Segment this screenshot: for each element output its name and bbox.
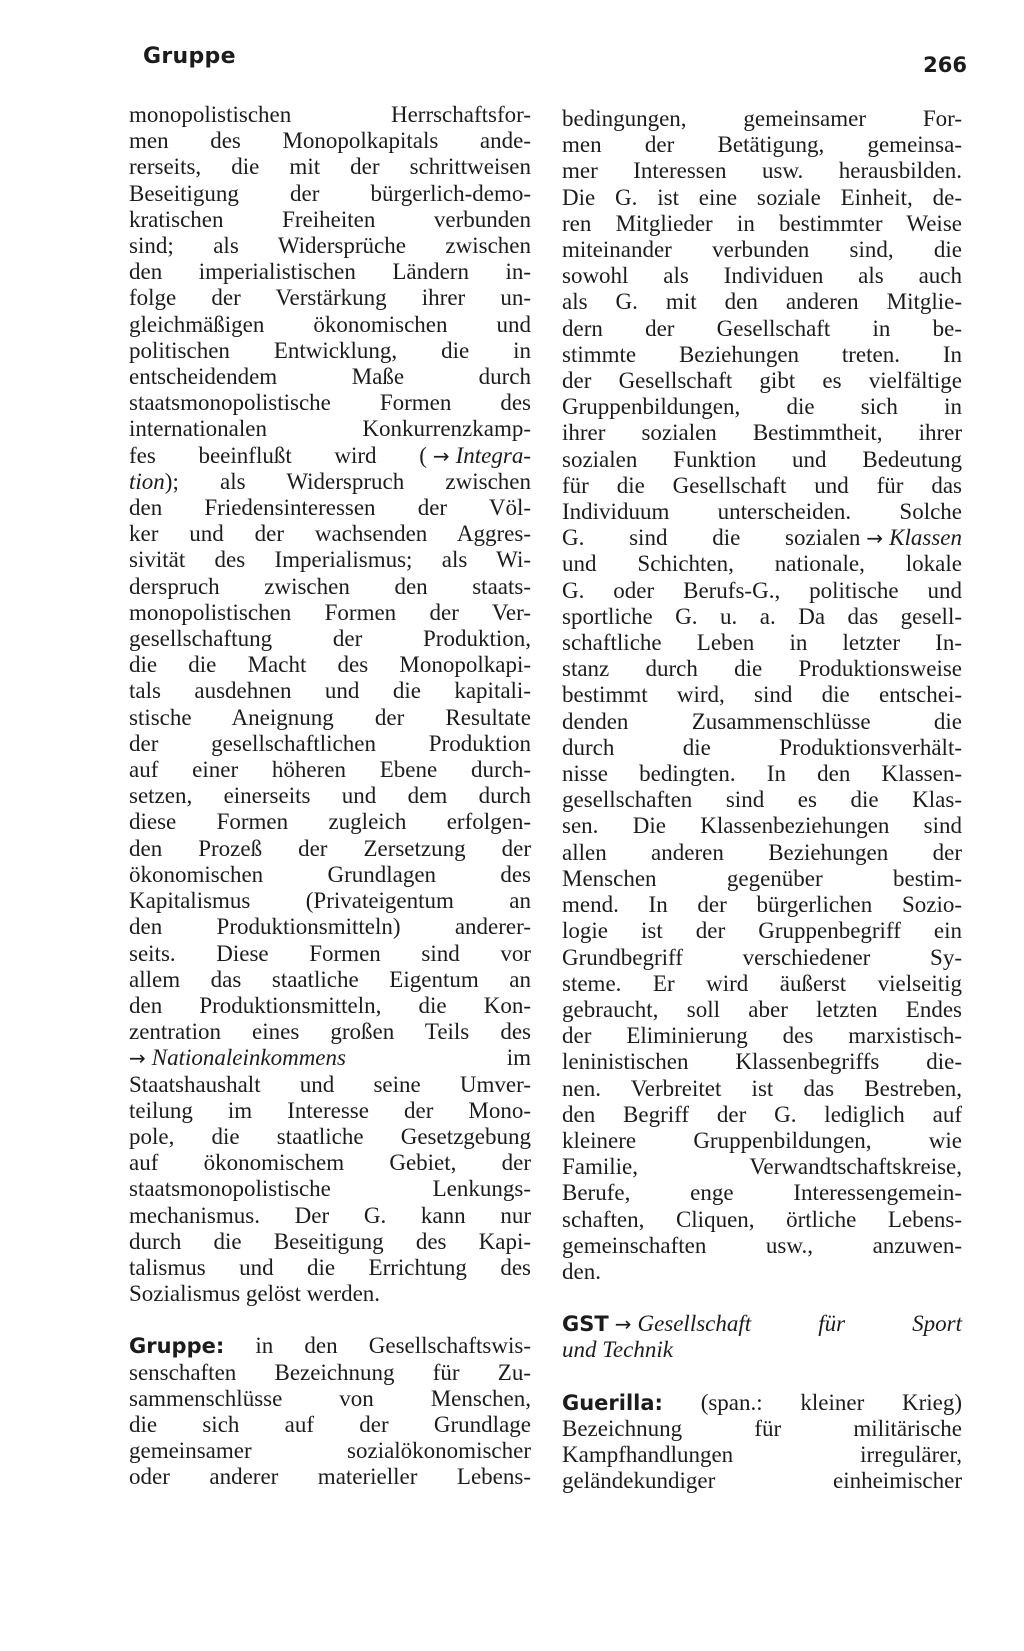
text-line: gemeinschaften usw., anzuwen- [562,1232,962,1258]
text-line: politischen Entwicklung, die in [129,337,531,363]
text-line: kleinere Gruppenbildungen, wie [562,1127,962,1153]
text-fragment: (span.: kleiner Krieg) [662,1389,962,1415]
text-line-with-reference [129,1045,531,1071]
entry-continuation [129,102,531,1307]
text-line: sozialen Funktion und Bedeutung [562,446,962,472]
text-line: den Friedensinteressen der Völ- [129,495,531,521]
text-line: allen anderen Beziehungen der [562,839,962,865]
running-head: Gruppe [143,44,236,69]
text-line: steme. Er wird äußerst vielseitig [562,970,962,996]
text-line: senschaften Bezeichnung für Zu- [129,1359,531,1385]
text-line: sind; als Widersprüche zwischen [129,233,531,259]
text-line: entscheidendem Maße durch [129,364,531,390]
text-line: Familie, Verwandtschaftskreise, [562,1154,962,1180]
text-line: allem das staatliche Eigentum an [129,966,531,992]
text-line: seits. Diese Formen sind vor [129,940,531,966]
text-line: men des Monopolkapitals ande- [129,128,531,154]
text-line: dern der Gesellschaft in be- [562,315,962,341]
text-line: talismus und die Errichtung des [129,1254,531,1280]
text-line: auf ökonomischem Gebiet, der [129,1150,531,1176]
text-line: den. [562,1258,601,1284]
text-fragment: im [506,1045,531,1071]
text-line: zentration eines großen Teils des [129,1019,531,1045]
entry-gst [562,1311,962,1363]
entry-gap [562,1364,962,1390]
text-line: stische Aneignung der Resultate [129,704,531,730]
text-line: die sich auf der Grundlage [129,1411,531,1437]
text-line: miteinander verbunden sind, die [562,237,962,263]
text-line: teilung im Interesse der Mono- [129,1097,531,1123]
reference-arrow-icon: → [614,1312,632,1337]
text-line: leninistischen Klassenbegriffs die- [562,1049,962,1075]
text-line: gesellschaftung der Produktion, [129,626,531,652]
text-line: die die Macht des Monopolkapi- [129,652,531,678]
text-line: geländekundiger einheimischer [562,1468,962,1494]
text-line: Kampfhandlungen irregulärer, [562,1441,962,1467]
text-line: sen. Die Klassenbeziehungen sind [562,813,962,839]
entry-guerilla [562,1390,962,1495]
entry-gruppe [129,1333,531,1490]
text-line: logie ist der Gruppenbegriff ein [562,918,962,944]
text-line: Staatshaushalt und seine Umver- [129,1071,531,1097]
text-fragment: ); als Widerspruch zwischen [164,468,531,494]
reference-arrow-icon: → [129,1046,146,1071]
text-line: bedingungen, gemeinsamer For- [562,106,962,131]
entry-first-line [129,1333,531,1359]
text-line: gemeinsamer sozialökonomischer [129,1438,531,1464]
entry-gap [562,1285,962,1311]
reference-arrow-icon: → [866,526,884,551]
text-line: den Produktionsmitteln) anderer- [129,914,531,940]
text-line: pole, die staatliche Gesetzgebung [129,1123,531,1149]
text-line: stanz durch die Produktionsweise [562,656,962,682]
cross-reference-link[interactable]: Integra- [455,442,531,468]
text-line: monopolistischen Herrschaftsfor- [129,102,531,127]
text-line: staatsmonopolistische Formen des [129,390,531,416]
text-line: Sozialismus gelöst werden. [129,1281,381,1307]
text-line: mend. In der bürgerlichen Sozio- [562,892,962,918]
text-line: Menschen gegenüber bestim- [562,865,962,891]
left-column [129,102,531,1491]
text-line: tals ausdehnen und die kapitali- [129,678,531,704]
text-line: der Eliminierung des marxistisch- [562,1023,962,1049]
text-line: G. oder Berufs-G., politische und [562,577,962,603]
entry-first-line [562,1390,962,1416]
text-line: sowohl als Individuen als auch [562,263,962,289]
text-line: monopolistischen Formen der Ver- [129,599,531,625]
text-line: den Begriff der G. lediglich auf [562,1101,962,1127]
text-line: sivität des Imperialismus; als Wi- [129,547,531,573]
text-line: durch die Beseitigung des Kapi- [129,1228,531,1254]
text-line: setzen, einerseits und dem durch [129,783,531,809]
text-line: schaftliche Leben in letzter In- [562,630,962,656]
entry-gap [129,1307,531,1333]
text-line: schaften, Cliquen, örtliche Lebens- [562,1206,962,1232]
text-line: derspruch zwischen den staats- [129,573,531,599]
text-line: Gruppenbildungen, die sich in [562,394,962,420]
text-line: nisse bedingten. In den Klassen- [562,761,962,787]
text-line: nen. Verbreitet ist das Bestreben, [562,1075,962,1101]
text-line: durch die Produktionsverhält- [562,734,962,760]
text-line: und Schichten, nationale, lokale [562,551,962,577]
entry-first-line [562,1311,962,1337]
text-line: der Gesellschaft gibt es vielfältige [562,368,962,394]
reference-arrow-icon: → [432,443,450,468]
text-line: auf einer höheren Ebene durch- [129,757,531,783]
text-line: mer Interessen usw. herausbilden. [562,158,962,184]
text-line: diese Formen zugleich erfolgen- [129,809,531,835]
text-line: den imperialistischen Ländern in- [129,259,531,285]
text-line: ker und der wachsenden Aggres- [129,521,531,547]
entry-headword: GST [562,1312,609,1337]
text-line: als G. mit den anderen Mitglie- [562,289,962,315]
text-fragment: fes beeinflußt wird ( [129,442,427,468]
text-line: Beseitigung der bürgerlich-demo- [129,180,531,206]
text-line: rerseits, die mit der schrittweisen [129,154,531,180]
page-number: 266 [923,53,967,77]
entry-gruppe-continuation [562,106,962,1285]
cross-reference-link[interactable]: Gesellschaft für Sport [637,1311,962,1337]
text-line-with-reference [129,443,531,469]
text-line [562,1337,962,1363]
text-line: Bezeichnung für militärische [562,1415,962,1441]
text-line: Die G. ist eine soziale Einheit, de- [562,184,962,210]
cross-reference-link[interactable]: Klassen [889,525,962,551]
text-line: gesellschaften sind es die Klas- [562,787,962,813]
text-line: ren Mitglieder in bestimmter Weise [562,210,962,236]
text-line: Berufe, enge Interessengemein- [562,1180,962,1206]
text-line: staatsmonopolistische Lenkungs- [129,1176,531,1202]
text-line: sportliche G. u. a. Da das gesell- [562,603,962,629]
text-line: ihrer sozialen Bestimmtheit, ihrer [562,420,962,446]
text-line: kratischen Freiheiten verbunden [129,206,531,232]
text-line: ökonomischen Grundlagen des [129,861,531,887]
cross-reference-link[interactable]: Nationaleinkommens [151,1045,346,1071]
text-line: gebraucht, soll aber letzten Endes [562,996,962,1022]
text-line: stimmte Beziehungen treten. In [562,341,962,367]
text-line: Individuum unterscheiden. Solche [562,499,962,525]
text-line: den Prozeß der Zersetzung der [129,835,531,861]
text-line-with-reference [562,525,962,551]
right-column [562,106,962,1494]
text-line: für die Gesellschaft und für das [562,472,962,498]
text-line: der gesellschaftlichen Produktion [129,730,531,756]
text-line: folge der Verstärkung ihrer un- [129,285,531,311]
text-fragment: in den Gesellschaftswis- [224,1333,531,1359]
text-line: men der Betätigung, gemeinsa- [562,132,962,158]
text-line: mechanismus. Der G. kann nur [129,1202,531,1228]
text-line: denden Zusammenschlüsse die [562,708,962,734]
text-line: sammenschlüsse von Menschen, [129,1385,531,1411]
entry-headword: Gruppe: [129,1334,225,1359]
text-line: oder anderer materieller Lebens- [129,1464,531,1490]
cross-reference-link[interactable]: und Technik [562,1337,673,1363]
entry-headword: Guerilla: [562,1390,663,1415]
text-fragment: G. sind die sozialen [562,525,861,551]
text-line-with-reference [129,469,531,495]
text-line: den Produktionsmitteln, die Kon- [129,992,531,1018]
text-line: Grundbegriff verschiedener Sy- [562,944,962,970]
text-line: gleichmäßigen ökonomischen und [129,311,531,337]
cross-reference-link[interactable]: tion [129,468,165,494]
text-line: bestimmt wird, sind die entschei- [562,682,962,708]
text-line: Kapitalismus (Privateigentum an [129,888,531,914]
text-line: internationalen Konkurrenzkamp- [129,416,531,442]
